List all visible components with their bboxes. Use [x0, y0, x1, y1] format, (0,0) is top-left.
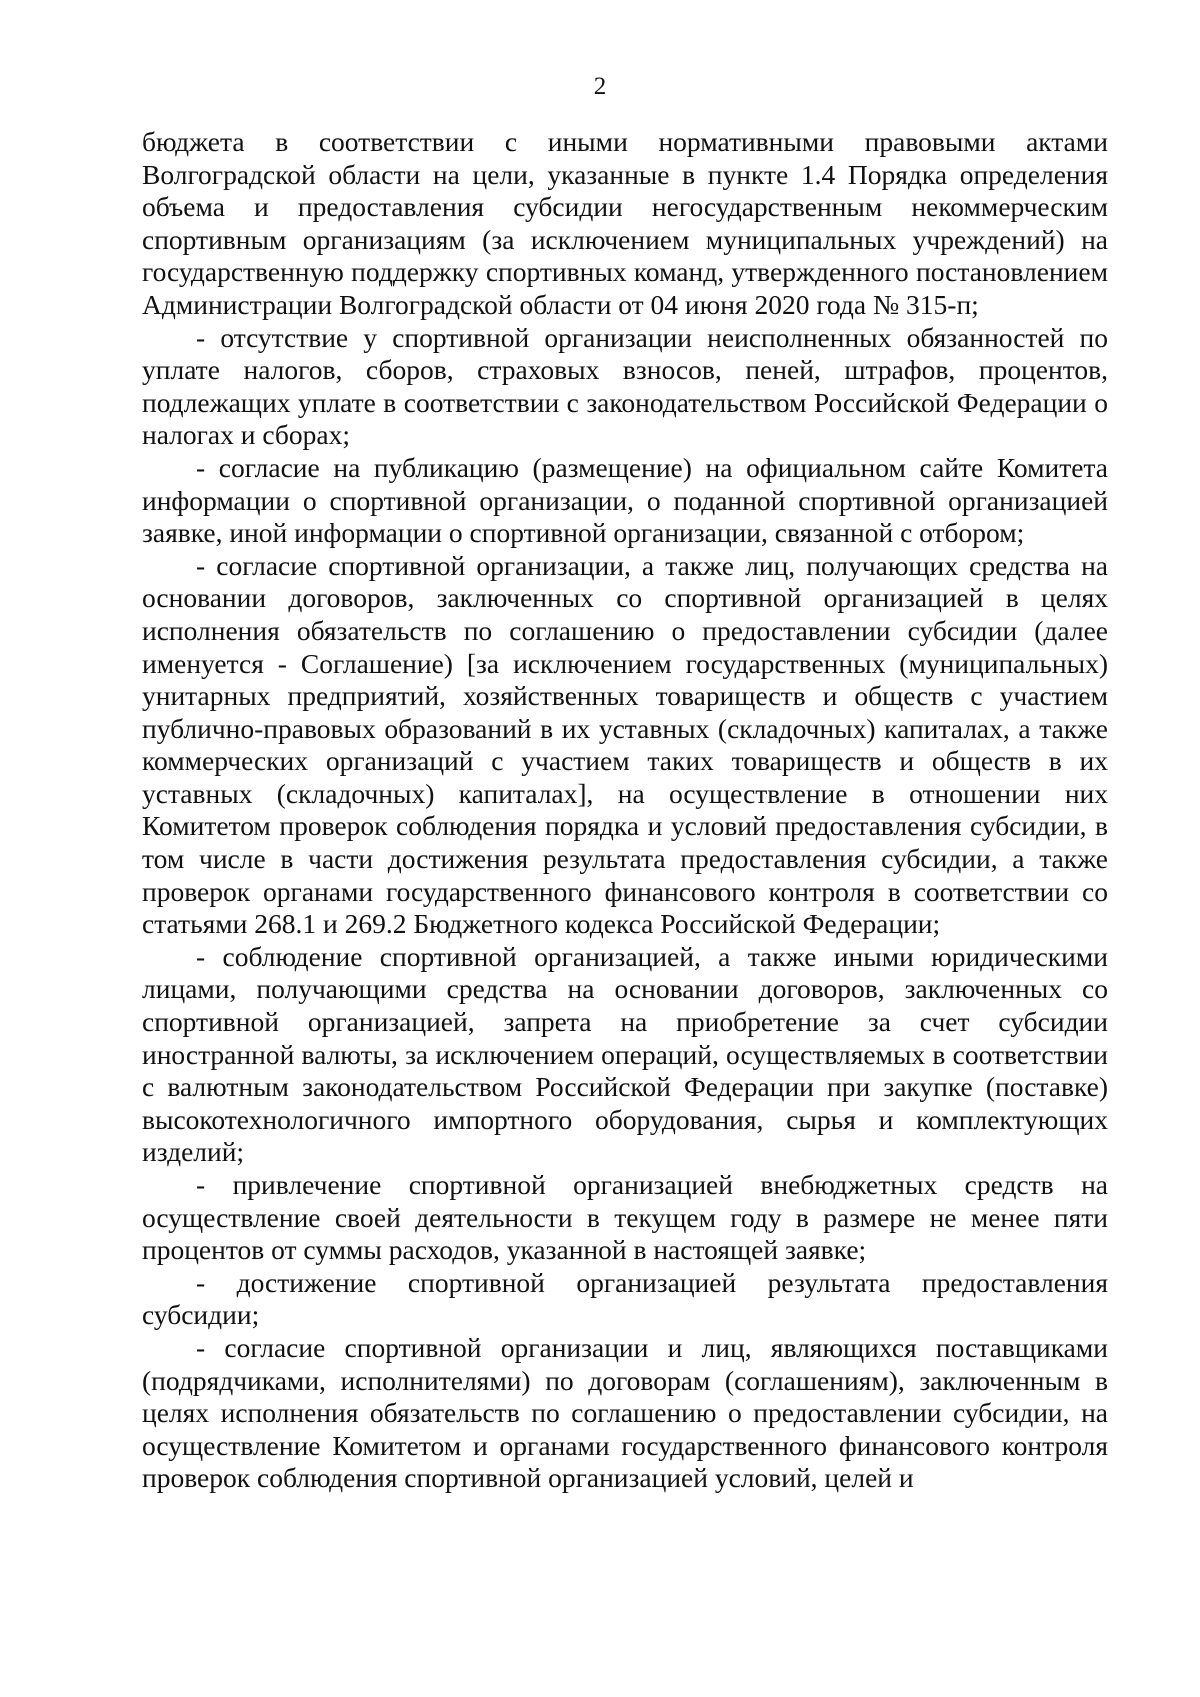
- paragraph-publication-consent: - согласие на публикацию (размещение) на официальном сайте Комитета информации о спортивной организации, о поданной спортивной организацией заявке, иной информации о спортивной организации, связанной с отбором;: [142, 451, 1108, 549]
- document-body: [142, 126, 1108, 1495]
- paragraph-inspection-consent: - согласие спортивной организации, а также лиц, получающих средства на основании договоров, заключенных со спортивной организацией в целях исполнения обязательств по соглашению о предоставлении субсидии (далее именуется - Соглашение) [за исключением государственных (муниципальных) унитарных предприятий, хозяйственных товариществ и обществ с участием публично-правовых образований в их уставных (складочных) капиталах, а также коммерческих организаций с участием таких товариществ и обществ в их уставных (складочных) капиталах], на осуществление в отношении них Комитетом проверок соблюдения порядка и условий предоставления субсидии, в том числе в части достижения результата предоставления субсидии, а также проверок органами государственного финансового контроля в соответствии со статьями 268.1 и 269.2 Бюджетного кодекса Российской Федерации;: [142, 549, 1108, 940]
- page-number: 2: [593, 73, 607, 100]
- paragraph-no-tax-debt: - отсутствие у спортивной организации неисполненных обязанностей по уплате налогов, сборов, страховых взносов, пеней, штрафов, процентов, подлежащих уплате в соответствии с законодательством Российской Федерации о налогах и сборах;: [142, 321, 1108, 451]
- paragraph-extrabudgetary-funds: - привлечение спортивной организацией внебюджетных средств на осуществление своей деятельности в текущем году в размере не менее пяти процентов от суммы расходов, указанной в настоящей заявке;: [142, 1169, 1108, 1266]
- paragraph-result-achievement: - достижение спортивной организацией результата предоставления субсидии;: [142, 1266, 1108, 1331]
- paragraph-supplier-consent: - согласие спортивной организации и лиц, являющихся поставщиками (подрядчиками, исполнителями) по договорам (соглашениям), заключенным в целях исполнения обязательств по соглашению о предоставлении субсидии, на осуществление Комитетом и органами государственного финансового контроля проверок соблюдения спортивной организацией условий, целей и: [142, 1331, 1108, 1494]
- paragraph-budget-continuation: бюджета в соответствии с иными нормативными правовыми актами Волгоградской области на цели, указанные в пункте 1.4 Порядка определения объема и предоставления субсидии негосударственным некоммерческим спортивным организациям (за исключением муниципальных учреждений) на государственную поддержку спортивных команд, утвержденного постановлением Администрации Волгоградской области от 04 июня 2020 года № 315-п;: [142, 126, 1108, 320]
- paragraph-currency-ban: - соблюдение спортивной организацией, а также иными юридическими лицами, получающими средства на основании договоров, заключенных со спортивной организацией, запрета на приобретение за счет субсидии иностранной валюты, за исключением операций, осуществляемых в соответствии с валютным законодательством Российской Федерации при закупке (поставке) высокотехнологичного импортного оборудования, сырья и комплектующих изделий;: [142, 940, 1108, 1168]
